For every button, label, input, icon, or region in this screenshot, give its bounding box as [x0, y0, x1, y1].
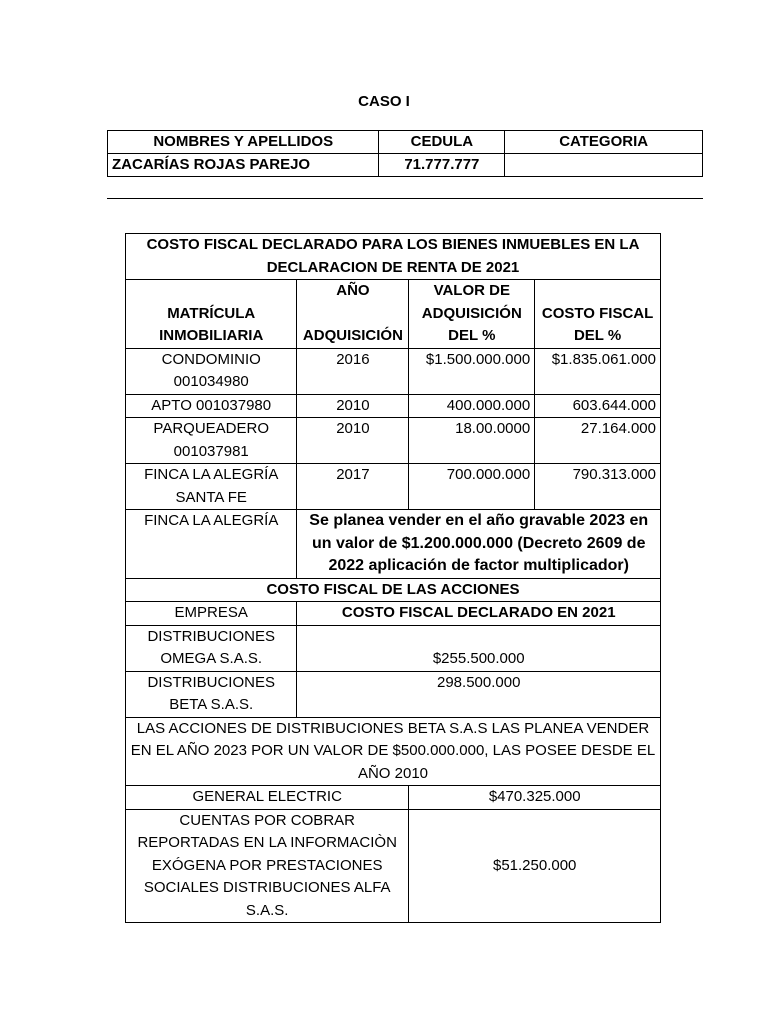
cell-valor: 400.000.000	[409, 394, 535, 418]
header-empresa: EMPRESA	[126, 602, 297, 626]
cell-costo: 790.313.000	[535, 464, 661, 510]
cell-costo-accion: $255.500.000	[297, 625, 661, 671]
table-row	[108, 131, 703, 154]
header-costo-declarado: COSTO FISCAL DECLARADO EN 2021	[297, 602, 661, 626]
person-table	[107, 130, 703, 177]
cell-valor: 18.00.0000	[409, 418, 535, 464]
header-nombres: NOMBRES Y APELLIDOS	[108, 131, 379, 154]
cell-anio: 2017	[297, 464, 409, 510]
header-matricula: MATRÍCULA INMOBILIARIA	[126, 280, 297, 349]
finca-label: FINCA LA ALEGRÍA	[126, 510, 297, 579]
cell-costo: $1.835.061.000	[535, 348, 661, 394]
cell-matricula: FINCA LA ALEGRÍA SANTA FE	[126, 464, 297, 510]
cell-costo: 27.164.000	[535, 418, 661, 464]
cell-matricula: APTO 001037980	[126, 394, 297, 418]
table-row	[126, 234, 661, 280]
header-anio-bottom: ADQUISICIÓN	[302, 326, 403, 344]
inmuebles-title: COSTO FISCAL DECLARADO PARA LOS BIENES INMUEBLES EN LA DECLARACION DE RENTA DE 2021	[126, 234, 661, 280]
header-cedula: CEDULA	[379, 131, 505, 154]
table-row	[126, 671, 661, 717]
person-categoria	[505, 154, 703, 177]
header-categoria: CATEGORIA	[505, 131, 703, 154]
page-title: CASO I	[358, 93, 410, 110]
cell-valor: $1.500.000.000	[409, 348, 535, 394]
cxc-value: $51.250.000	[409, 809, 661, 923]
table-row	[126, 602, 661, 626]
finca-note: Se planea vender en el año gravable 2023 en un valor de $1.200.000.000 (Decreto 2609 de 2022 aplicación de factor multiplicador)	[297, 510, 661, 579]
cxc-label: CUENTAS POR COBRAR REPORTADAS EN LA INFORMACIÒN EXÓGENA POR PRESTACIONES SOCIALES DISTRIBUCIONES ALFA S.A.S.	[126, 809, 409, 923]
cell-anio: 2010	[297, 394, 409, 418]
divider	[107, 198, 703, 199]
person-name: ZACARÍAS ROJAS PAREJO	[108, 154, 379, 177]
cell-costo-accion: 298.500.000	[297, 671, 661, 717]
ge-label: GENERAL ELECTRIC	[126, 786, 409, 810]
table-row	[126, 717, 661, 786]
table-row	[126, 418, 661, 464]
table-row	[126, 578, 661, 602]
cell-matricula: CONDOMINIO 001034980	[126, 348, 297, 394]
ge-value: $470.325.000	[409, 786, 661, 810]
table-row	[126, 786, 661, 810]
table-row	[126, 394, 661, 418]
header-valor: VALOR DE ADQUISICIÓN DEL %	[409, 280, 535, 349]
table-row	[108, 154, 703, 177]
table-row	[126, 464, 661, 510]
acciones-note: LAS ACCIONES DE DISTRIBUCIONES BETA S.A.S LAS PLANEA VENDER EN EL AÑO 2023 POR UN VALOR DE $500.000.000, LAS POSEE DESDE EL AÑO 2010	[126, 717, 661, 786]
cell-matricula: PARQUEADERO 001037981	[126, 418, 297, 464]
cell-costo: 603.644.000	[535, 394, 661, 418]
header-anio-top: AÑO	[336, 282, 370, 299]
table-row	[126, 510, 661, 579]
fiscal-table	[125, 233, 661, 923]
cell-valor: 700.000.000	[409, 464, 535, 510]
table-row	[126, 348, 661, 394]
cell-empresa: DISTRIBUCIONES OMEGA S.A.S.	[126, 625, 297, 671]
acciones-title: COSTO FISCAL DE LAS ACCIONES	[126, 578, 661, 602]
header-costo: COSTO FISCAL DEL %	[535, 280, 661, 349]
table-row	[126, 280, 661, 349]
table-row	[126, 625, 661, 671]
cell-empresa: DISTRIBUCIONES BETA S.A.S.	[126, 671, 297, 717]
person-cedula: 71.777.777	[379, 154, 505, 177]
header-anio	[297, 280, 409, 349]
cell-anio: 2016	[297, 348, 409, 394]
table-row	[126, 809, 661, 923]
cell-anio: 2010	[297, 418, 409, 464]
